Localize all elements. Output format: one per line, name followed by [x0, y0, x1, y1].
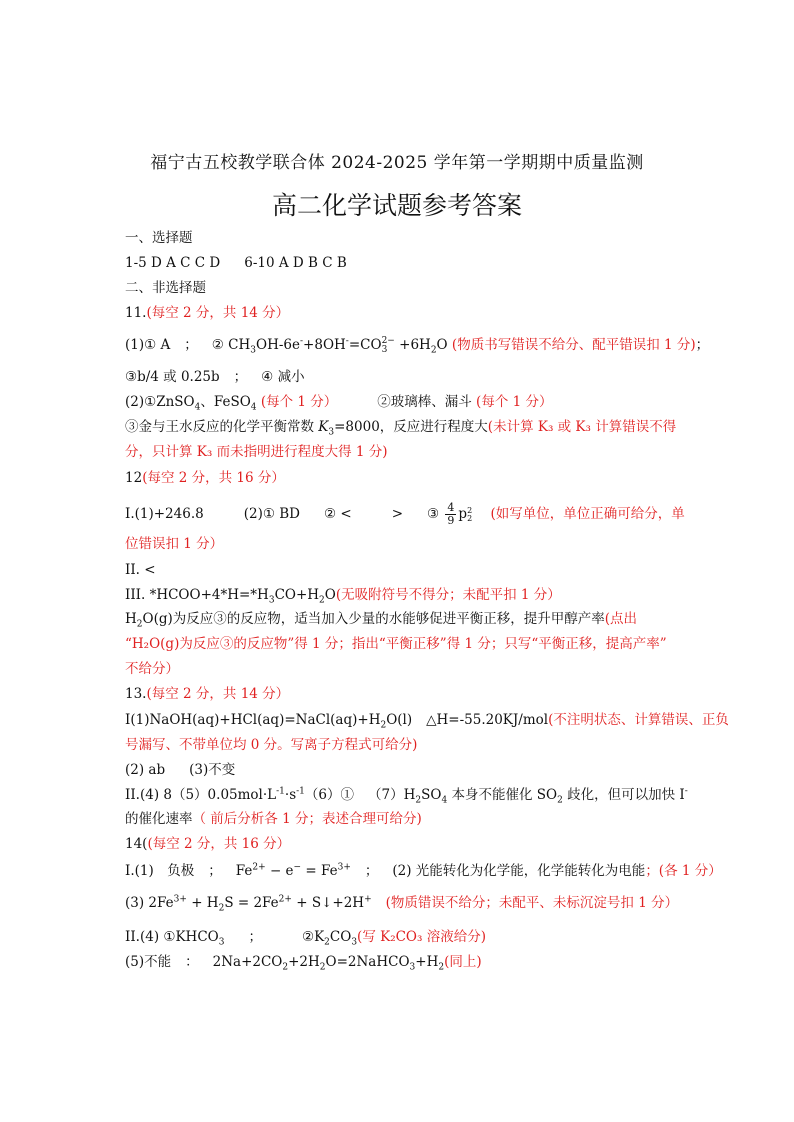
section-choice-heading: 一、选择题 — [125, 230, 193, 246]
q12-line-7: 不给分） — [125, 661, 179, 677]
q12-line-4: III. $*HCOO+4*H=*H_3CO+H_2O$(无吸附符号不得分；未配平扣 1 分） — [125, 587, 561, 606]
section-nonchoice-heading: 二、非选择题 — [125, 280, 206, 296]
exam-header: 福宁古五校教学联合体 2024-2025 学年第一学期期中质量监测 — [150, 153, 644, 173]
choice-answers-6-10: 6-10 A D B C B — [244, 255, 347, 271]
q14-line-2: (3) $2Fe^{3+} + H_2S = 2Fe^{2+}$ + S↓+2H+ (物质错误不给分；未配平、未标沉淀号扣 1 分） — [125, 894, 679, 914]
q11-heading: 11.(每空 2 分，共 14 分） — [125, 305, 290, 321]
q13-heading: 13.(每空 2 分，共 14 分） — [125, 686, 290, 702]
choice-answers-1-5: 1-5 D A C C D — [125, 255, 221, 271]
q14-line-3: II.(4) $①KHCO_3$ ； $②K_2CO_3$(写 K₂CO₃ 溶液给分) — [125, 929, 486, 948]
q14-line-4: (5)不能 ： $2Na+2CO_2+2H_2O=2NaHCO_3+H_2$(同上) — [125, 954, 482, 973]
q11-line-1: (1)① A ； ② $CH_3OH-6e^-+8OH^-=CO$ 2− 3 $+6H_2O$ (物质书写错误不给分、配平错误扣 1 分)； — [125, 335, 710, 356]
q12-heading: 12(每空 2 分，共 16 分） — [125, 470, 285, 486]
fraction-4-9: $\frac{4}{9}$ — [447, 501, 455, 527]
choice-answers — [125, 254, 347, 272]
q12-line-2: 位错误扣 1 分） — [125, 536, 224, 552]
q11-line-3: (2)①ZnSO$_4$、FeSO$_4$ (每个 1 分） ②玻璃棒、漏斗 (每个 1 分） — [125, 394, 553, 413]
q11-line-4: ③金与王水反应的化学平衡常数 $K_3=8000$，反应进行程度大(未计算 K₃ 或 K₃ 计算错误不得 — [125, 419, 677, 438]
q13-line-3: (2) ab (3)不变 — [125, 762, 236, 778]
q13-line-1: $I(1)NaOH(aq)+HCl(aq)=NaCl(aq)+H_2O(l)$ △H=-55.20KJ/mol(不注明状态、计算错误、正负 — [125, 712, 729, 731]
q13-line-5: 的催化速率（ 前后分析各 1 分；表述合理可给分) — [125, 811, 422, 827]
q12-line-3: II. < — [125, 562, 156, 578]
q12-line-1: I.(1)+246.8 (2)① BD ② < > ③ $\frac{4}{9}$ p 2 2 (如写单位，单位正确可给分，单 — [125, 501, 685, 527]
q13-line-4: II.(4) $8(5)0.05mol\cdot L^{-1}\cdot s^{-1}(6)①$ $(7)H_2SO_4$ 本身不能催化 $SO_2$ 歧化，但可以加快 I- — [125, 786, 688, 806]
q11-line-2: ③b/4 或 0.25b ； ④ 减小 — [125, 369, 305, 385]
q11-line-5: 分，只计算 K₃ 而未指明进行程度大得 1 分) — [125, 444, 388, 460]
answer-title: 高二化学试题参考答案 — [271, 191, 522, 220]
q12-line-6: “H₂O(g)为反应③的反应物”得 1 分；指出“平衡正移”得 1 分；只写“平衡正移，提高产率” — [125, 636, 667, 652]
q13-line-2: 号漏写、不带单位均 0 分。写离子方程式可给分) — [125, 737, 418, 753]
q14-line-1: I.(1) 负极 ； $Fe^{2+} - e^- = Fe^{3+}$ ； (2) 光能转化为化学能，化学能转化为电能；(各 1 分） — [125, 862, 722, 879]
q12-line-5: $H_2O(g)$为反应③的反应物，适当加入少量的水能够促进平衡正移，提升甲醇产率(点出 — [125, 611, 638, 630]
q14-heading: 14((每空 2 分，共 16 分） — [125, 836, 291, 852]
